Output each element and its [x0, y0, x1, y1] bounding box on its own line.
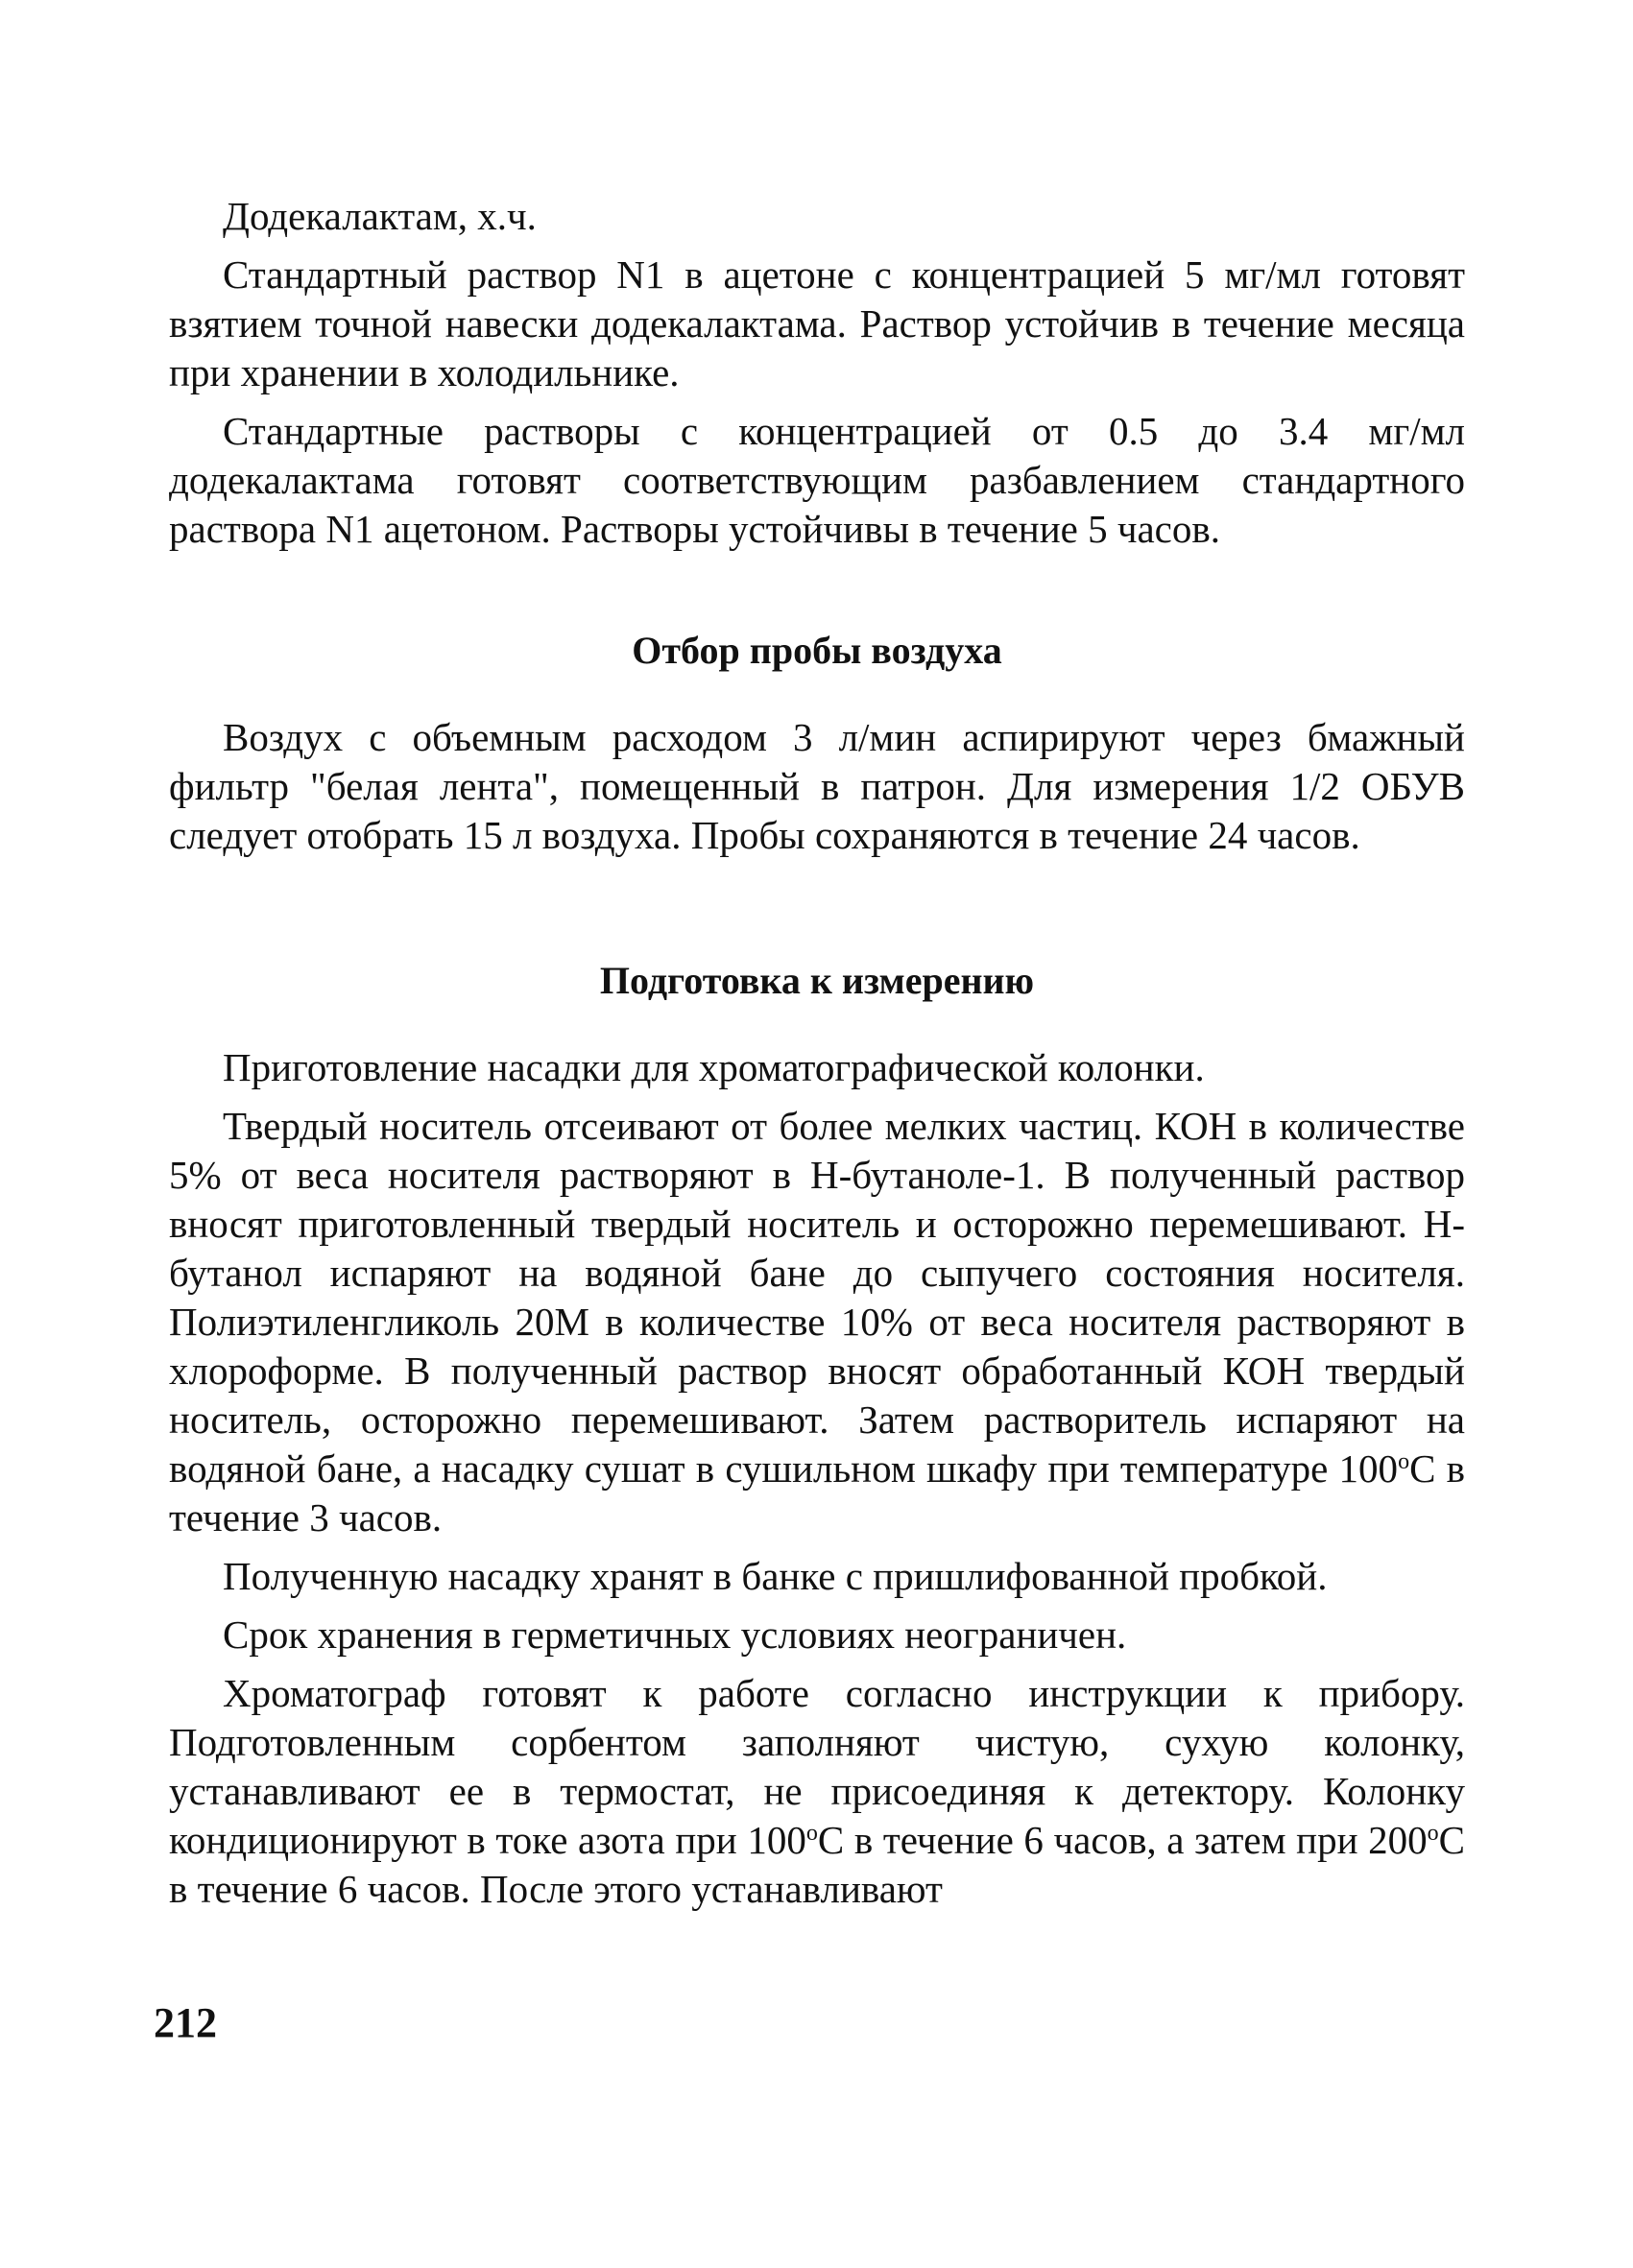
text-segment: С в течение 3 часов.: [169, 1446, 1465, 1540]
text-segment: С в течение 6 часов, а затем при 200: [817, 1818, 1428, 1862]
text-segment: Хроматограф готовят к работе согласно инструкции к прибору. Подготовленным сорбентом заполняют чистую, сухую колонку, устанавливают ее в термостат, не присоединяя к детектору. Колонку кондиционируют в токе азота при 100: [169, 1671, 1465, 1862]
section-heading-preparation: Подготовка к измерению: [599, 959, 1035, 1002]
section-heading-air-sampling: Отбор пробы воздуха: [632, 629, 1002, 672]
text-segment: С в течение 6 часов. После этого устанавливают: [169, 1818, 1466, 1911]
degree-sign: о: [1398, 1449, 1410, 1474]
paragraph-air-sampling: Воздух с объемным расходом 3 л/мин аспирируют через бмажный фильтр "белая лента", помещенный в патрон. Для измерения 1/2 ОБУВ следует отобрать 15 л воздуха. Пробы сохраняются в течение 24 часов.: [169, 715, 1465, 857]
paragraph-standard-solution-1: Стандартный раствор N1 в ацетоне с концентрацией 5 мг/мл готовят взятием точной навески додекалактама. Раствор устойчив в течение месяца при хранении в холодильнике.: [169, 252, 1465, 394]
page-number: 212: [154, 1999, 217, 2046]
paragraph-reagent: Додекалактам, х.ч.: [223, 194, 537, 238]
paragraph-solid-support: [169, 1102, 1465, 1542]
paragraph-packing-preparation: Приготовление насадки для хроматографической колонки.: [223, 1045, 1205, 1089]
paragraph-storage-term: Срок хранения в герметичных условиях неограничен.: [223, 1612, 1127, 1657]
paragraph-chromatograph: [169, 1669, 1465, 1914]
degree-sign: о: [805, 1821, 818, 1846]
degree-sign: о: [1427, 1821, 1439, 1846]
paragraph-storage: Полученную насадку хранят в банке с пришлифованной пробкой.: [223, 1554, 1328, 1598]
text-segment: Твердый носитель отсеивают от более мелких частиц. КОН в количестве 5% от веса носителя растворяют в Н-бутаноле-1. В полученный раствор вносят приготовленный твердый носитель и осторожно перемешивают. Н-бутанол испаряют на водяной бане до сыпучего состояния носителя. Полиэтиленгликоль 20М в количестве 10% от веса носителя растворяют в хлороформе. В полученный раствор вносят обработанный КОН твердый носитель, осторожно перемешивают. Затем растворитель испаряют на водяной бане, а насадку сушат в сушильном шкафу при температуре 100: [169, 1104, 1465, 1491]
document-page: [169, 192, 1465, 1923]
paragraph-standard-solutions: Стандартные растворы с концентрацией от 0.5 до 3.4 мг/мл додекалактама готовят соответствующим разбавлением стандартного раствора N1 ацетоном. Растворы устойчивы в течение 5 часов.: [169, 409, 1465, 551]
